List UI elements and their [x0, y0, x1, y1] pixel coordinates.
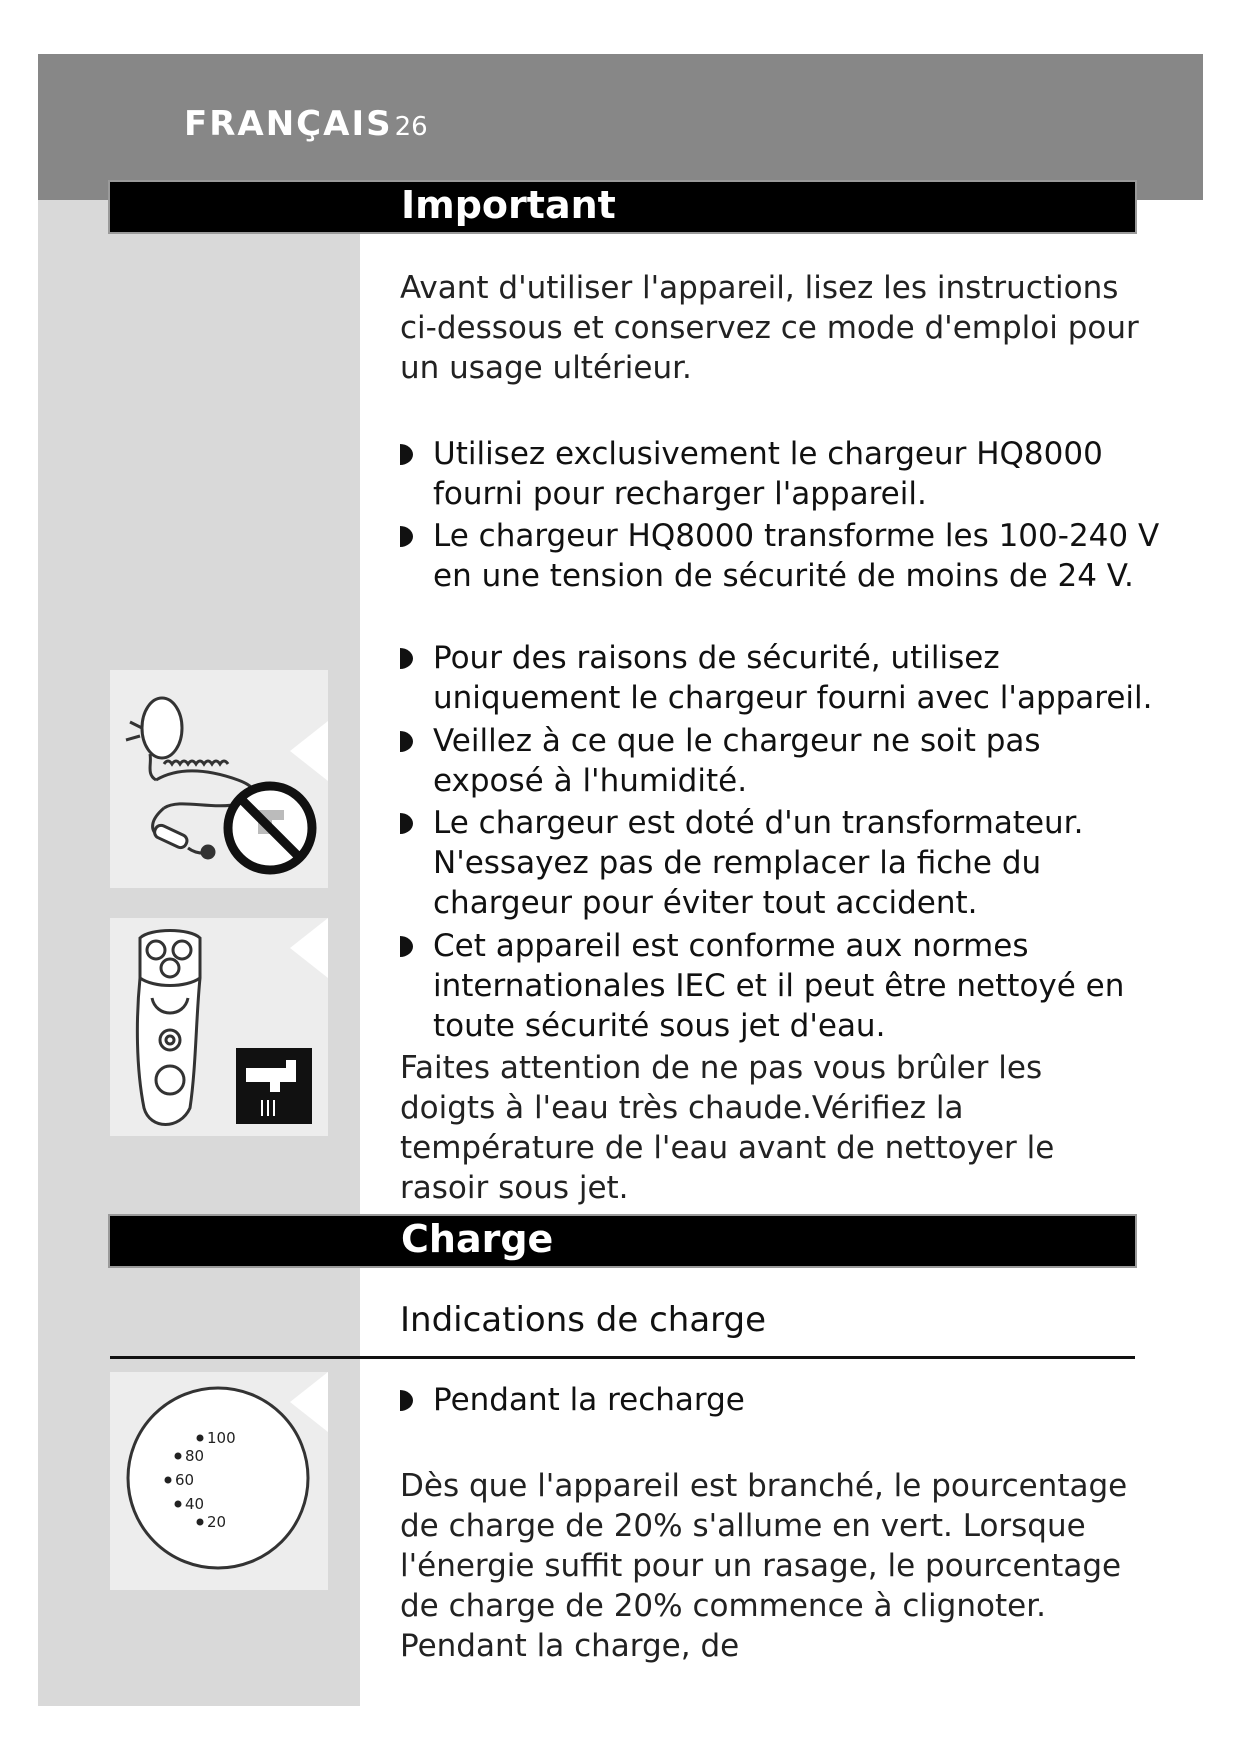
bullet-item: Utilisez exclusivement le chargeur HQ8000 fourni pour recharger l'appareil. [400, 434, 1160, 514]
section-bar-important [110, 182, 1135, 232]
section-divider [110, 1356, 1135, 1359]
level-label: 20 [207, 1513, 227, 1531]
page-header [184, 104, 428, 144]
bullet-item: Pour des raisons de sécurité, utilisez uniquement le chargeur fourni avec l'appareil. [400, 638, 1160, 718]
warning-note: Faites attention de ne pas vous brûler les doigts à l'eau très chaude.Vérifiez la température de l'eau avant de nettoyer le rasoir sous jet. [400, 1050, 1055, 1206]
bullet-item: Le chargeur est doté d'un transformateur. N'essayez pas de remplacer la fiche du chargeur pour éviter tout accident. [400, 803, 1160, 923]
section-title-important: Important [401, 183, 616, 227]
level-label: 40 [185, 1495, 205, 1513]
level-label: 80 [185, 1447, 205, 1465]
bullet-icon [400, 936, 413, 957]
bullet-icon [400, 731, 413, 752]
intro-paragraph: Avant d'utiliser l'appareil, lisez les instructions ci-dessous et conservez ce mode d'emploi pour un usage ultérieur. [400, 270, 1139, 386]
section-title-charge: Charge [401, 1217, 554, 1261]
bullet-item: Pendant la recharge [400, 1380, 1160, 1420]
subsection-title: Indications de charge [400, 1300, 767, 1340]
illustration-pointer [290, 918, 328, 978]
bullet-item: Veillez à ce que le chargeur ne soit pas exposé à l'humidité. [400, 721, 1160, 801]
illustration-pointer [290, 1372, 328, 1432]
bullet-icon [400, 1390, 413, 1411]
charge-paragraph: Dès que l'appareil est branché, le pourcentage de charge de 20% s'allume en vert. Lorsque l'énergie suffit pour un rasage, le pourcentage de charge de 20% commence à clignoter. Pendant la charge, de [400, 1468, 1128, 1664]
level-label: 60 [175, 1471, 195, 1489]
bullet-icon [400, 648, 413, 669]
section-bar-charge [110, 1216, 1135, 1266]
language-label: FRANÇAIS [184, 104, 393, 144]
page-number: 26 [394, 112, 428, 142]
level-label: 100 [207, 1429, 236, 1447]
bullet-item: Cet appareil est conforme aux normes internationales IEC et il peut être nettoyé en toute sécurité sous jet d'eau. [400, 926, 1160, 1046]
bullet-item: Le chargeur HQ8000 transforme les 100-240 V en une tension de sécurité de moins de 24 V. [400, 516, 1160, 596]
bullet-icon [400, 813, 413, 834]
bullet-icon [400, 526, 413, 547]
bullet-icon [400, 444, 413, 465]
illustration-pointer [290, 721, 328, 781]
